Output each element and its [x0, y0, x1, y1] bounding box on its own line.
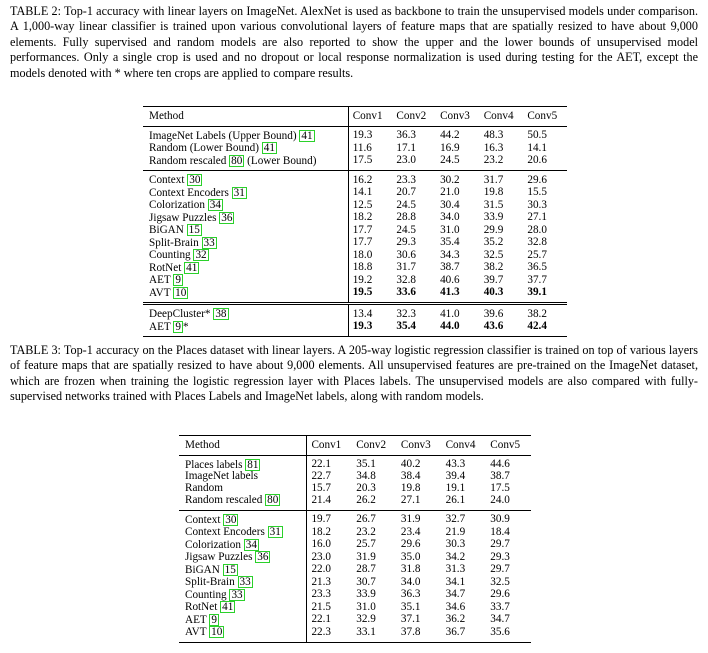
- citation-link[interactable]: 80: [267, 494, 279, 506]
- value-cell-conv3: 35.1: [400, 600, 421, 613]
- method-name: Context Encoders: [149, 186, 229, 199]
- table-row: [143, 187, 567, 200]
- method-name: Counting: [149, 249, 191, 261]
- value-cell-conv2: 31.0: [356, 600, 376, 613]
- value-cell-conv2: 36.3: [396, 129, 416, 141]
- method-name: ImageNet Labels (Upper Bound): [149, 129, 297, 142]
- table-row: [143, 224, 567, 237]
- table-row: [143, 155, 567, 171]
- value-cell-conv1: 21.3: [311, 575, 332, 588]
- citation-link[interactable]: 41: [301, 129, 313, 142]
- value-cell-conv4: 33.9: [483, 211, 504, 223]
- value-cell-conv3: 36.3: [400, 588, 421, 600]
- value-cell-conv5: 42.4: [527, 320, 547, 332]
- value-cell-conv4: 34.6: [445, 600, 466, 613]
- method-name: Random: [185, 481, 223, 494]
- method-cell: [179, 455, 307, 471]
- method-name: Random rescaled: [149, 154, 227, 167]
- value-cell-conv5: 34.7: [490, 613, 510, 625]
- table2-group-2: [143, 171, 567, 304]
- table3-header-conv5: Conv5: [486, 436, 531, 456]
- method-cell: [143, 187, 348, 200]
- value-cell-conv2: 20.3: [356, 481, 376, 494]
- table3-header-conv2: Conv2: [352, 436, 397, 456]
- value-cell-conv1: 21.5: [311, 600, 332, 613]
- method-name: Random (Lower Bound): [149, 142, 259, 154]
- method-name: Jigsaw Puzzles: [185, 551, 253, 563]
- value-cell-conv1: 14.1: [352, 186, 373, 198]
- value-cell-conv4: 43.3: [445, 458, 466, 470]
- value-cell-conv3: 37.1: [400, 613, 421, 625]
- value-cell-conv2: 23.3: [392, 171, 436, 187]
- table2-group-3: [143, 304, 567, 337]
- value-cell-conv4: 31.7: [480, 171, 524, 187]
- value-cell-conv5: 29.7: [490, 538, 510, 550]
- value-cell-conv3: 27.1: [400, 493, 421, 506]
- value-cell-conv5: 39.1: [527, 286, 547, 298]
- value-cell-conv4: 29.9: [483, 223, 504, 236]
- table-row: [179, 494, 531, 510]
- value-cell-conv5: 38.7: [490, 470, 510, 482]
- value-cell-conv5: 50.5: [527, 129, 547, 141]
- table-row: [179, 510, 531, 526]
- table2-caption: TABLE 2: Top-1 accuracy with linear layers on ImageNet. AlexNet is used as backbone to train the unsupervised models under comparison. A 1,000-way linear classifier is trained upon various convolutional layers of feature maps that are spatially resized to have about 9,000 elements. Fully supervised and random models are also reported to show the upper and the lower bounds of unsupervised model performances. Only a single crop is used and no dropout or local response normalization is used during testing for the AET, except the models denoted with * where ten crops are applied to compare results.: [10, 4, 698, 80]
- value-cell-conv2: 24.5: [396, 198, 416, 211]
- citation-link[interactable]: 33: [203, 236, 215, 249]
- value-cell-conv1: 11.6: [352, 141, 372, 154]
- citation-link[interactable]: 41: [263, 142, 275, 154]
- citation-link[interactable]: 30: [225, 513, 237, 526]
- table3-header-conv4: Conv4: [442, 436, 487, 456]
- method-cell: [179, 526, 307, 539]
- method-name: BiGAN: [185, 563, 220, 576]
- table2-header-conv2: Conv2: [392, 107, 436, 127]
- value-cell-conv1: 22.7: [311, 470, 332, 482]
- value-cell-conv2: 25.7: [356, 538, 376, 550]
- value-cell-conv3: 35.0: [400, 550, 421, 563]
- value-cell-conv1: 16.2: [348, 171, 392, 187]
- value-cell-conv4: 36.7: [445, 625, 466, 638]
- method-cell: [143, 262, 348, 275]
- value-cell-conv4: 34.7: [445, 588, 466, 600]
- value-cell-conv5: 25.7: [527, 248, 547, 261]
- table-row: [143, 237, 567, 250]
- table-row: [143, 321, 567, 337]
- value-cell-conv4: 31.5: [483, 198, 504, 211]
- value-cell-conv4: 35.2: [483, 236, 504, 248]
- value-cell-conv2: 24.5: [396, 223, 416, 236]
- table3-group-1: [179, 455, 531, 510]
- citation-link[interactable]: 80: [231, 154, 243, 167]
- value-cell-conv3: 16.9: [440, 141, 460, 154]
- method-cell: [143, 237, 348, 250]
- method-cell: [143, 274, 348, 287]
- table-row: [143, 287, 567, 304]
- value-cell-conv4: 32.7: [442, 510, 487, 526]
- method-cell: [143, 321, 348, 337]
- method-cell: [143, 304, 348, 321]
- method-name: Places labels: [185, 458, 243, 471]
- method-name: ImageNet labels: [185, 470, 258, 482]
- value-cell-conv5: 15.5: [527, 186, 547, 198]
- table-row: [179, 551, 531, 564]
- value-cell-conv3: 31.0: [440, 223, 460, 236]
- value-cell-conv3: 34.3: [440, 248, 460, 261]
- method-name: AVT: [149, 286, 171, 299]
- method-cell: [143, 142, 348, 155]
- method-name: BiGAN: [149, 224, 184, 236]
- citation-link[interactable]: 33: [239, 576, 251, 588]
- value-cell-conv4: 36.2: [445, 613, 466, 625]
- value-cell-conv1: 18.2: [352, 211, 373, 223]
- value-cell-conv4: 21.9: [445, 525, 466, 538]
- table3-group-2: [179, 510, 531, 642]
- method-name: DeepCluster*: [149, 308, 211, 320]
- method-cell: [143, 126, 348, 142]
- method-name: AET: [185, 613, 207, 626]
- table3-caption: TABLE 3: Top-1 accuracy on the Places dataset with linear layers. A 205-way logistic regression classifier is trained on top of various layers of feature maps that are spatially resized to have about 9,000 elements. All unsupervised features are pre-trained on the ImageNet dataset, which are frozen when training the logistic regression layer with Places labels. The unsupervised models are also compared with fully-supervised networks trained with Places Labels and ImageNet labels, along with random models.: [10, 343, 698, 404]
- value-cell-conv5: 32.5: [490, 575, 510, 588]
- citation-link[interactable]: 10: [211, 626, 223, 638]
- value-cell-conv5: 33.7: [490, 600, 510, 613]
- value-cell-conv4: 19.8: [483, 186, 504, 198]
- value-cell-conv4: 32.5: [483, 248, 504, 261]
- method-cell: [143, 199, 348, 212]
- value-cell-conv2: 31.9: [356, 550, 376, 563]
- value-cell-conv1: 17.5: [352, 154, 373, 166]
- value-cell-conv5: 14.1: [527, 141, 547, 154]
- table2-header-method: Method: [143, 107, 348, 127]
- value-cell-conv3: 38.7: [440, 261, 460, 273]
- value-cell-conv1: 16.0: [311, 538, 332, 550]
- value-cell-conv1: 18.2: [311, 525, 332, 538]
- method-cell: [143, 171, 348, 187]
- value-cell-conv5: 38.2: [523, 304, 567, 321]
- value-cell-conv5: 29.3: [490, 550, 510, 563]
- citation-link[interactable]: 81: [247, 458, 259, 471]
- table-row: [143, 304, 567, 321]
- value-cell-conv2: 31.7: [396, 261, 416, 273]
- value-cell-conv2: 32.8: [396, 273, 416, 286]
- method-suffix: *: [182, 320, 189, 333]
- value-cell-conv4: 39.6: [480, 304, 524, 321]
- value-cell-conv3: 24.5: [440, 154, 460, 166]
- value-cell-conv5: 30.9: [486, 510, 531, 526]
- value-cell-conv1: 22.1: [311, 458, 332, 470]
- method-name: AET: [149, 274, 171, 286]
- value-cell-conv3: 44.0: [440, 320, 460, 332]
- value-cell-conv1: 21.4: [311, 493, 332, 506]
- value-cell-conv2: 33.1: [356, 625, 376, 638]
- table-row: [143, 274, 567, 287]
- value-cell-conv3: 21.0: [440, 186, 460, 198]
- method-cell: [143, 212, 348, 225]
- table3: [179, 435, 531, 643]
- value-cell-conv4: 31.3: [445, 563, 466, 575]
- value-cell-conv1: 18.0: [352, 248, 373, 261]
- value-cell-conv5: 24.0: [490, 493, 510, 506]
- value-cell-conv1: 23.3: [311, 588, 332, 600]
- value-cell-conv1: 19.3: [352, 129, 373, 141]
- value-cell-conv3: 35.4: [440, 236, 460, 248]
- value-cell-conv3: 34.0: [400, 575, 421, 588]
- table-row: [179, 471, 531, 483]
- value-cell-conv1: 19.7: [307, 510, 352, 526]
- method-cell: [179, 483, 307, 495]
- method-name: Context: [149, 174, 185, 186]
- value-cell-conv2: 33.6: [396, 286, 416, 298]
- value-cell-conv2: 35.4: [396, 320, 416, 332]
- value-cell-conv5: 27.1: [527, 211, 547, 223]
- citation-link[interactable]: 34: [209, 199, 221, 211]
- method-cell: [143, 287, 348, 304]
- table2: [143, 106, 567, 337]
- value-cell-conv4: 30.3: [445, 538, 466, 550]
- value-cell-conv3: 31.8: [400, 563, 421, 575]
- method-cell: [143, 224, 348, 237]
- method-name: Counting: [185, 588, 227, 601]
- value-cell-conv4: 23.2: [483, 154, 504, 166]
- citation-link[interactable]: 41: [222, 601, 234, 613]
- table-row: [143, 142, 567, 155]
- method-name: Colorization: [185, 538, 241, 551]
- value-cell-conv1: 19.5: [352, 286, 373, 298]
- method-cell: [179, 601, 307, 614]
- value-cell-conv4: 34.2: [445, 550, 466, 563]
- method-name: AET: [149, 320, 171, 333]
- value-cell-conv3: 41.3: [440, 286, 460, 298]
- method-name: RotNet: [149, 261, 182, 274]
- value-cell-conv4: 39.4: [445, 470, 466, 482]
- value-cell-conv1: 13.4: [348, 304, 392, 321]
- value-cell-conv1: 23.0: [311, 550, 332, 563]
- method-cell: [179, 626, 307, 642]
- value-cell-conv5: 17.5: [490, 481, 510, 494]
- citation-link[interactable]: 36: [221, 211, 233, 224]
- citation-link[interactable]: 10: [175, 286, 187, 299]
- value-cell-conv4: 43.6: [483, 320, 504, 332]
- value-cell-conv1: 17.7: [352, 236, 373, 248]
- value-cell-conv3: 31.9: [397, 510, 442, 526]
- value-cell-conv4: 48.3: [483, 129, 504, 141]
- citation-link[interactable]: 31: [233, 186, 245, 199]
- value-cell-conv3: 19.8: [400, 481, 421, 494]
- value-cell-conv3: 30.4: [440, 198, 460, 211]
- value-cell-conv1: 17.7: [352, 223, 373, 236]
- value-cell-conv3: 38.4: [400, 470, 421, 482]
- value-cell-conv3: 40.2: [400, 458, 421, 470]
- value-cell-conv1: 22.0: [311, 563, 332, 575]
- value-cell-conv4: 19.1: [445, 481, 466, 494]
- value-cell-conv2: 34.8: [356, 470, 376, 482]
- table2-header-conv1: Conv1: [348, 107, 392, 127]
- value-cell-conv4: 16.3: [483, 141, 504, 154]
- value-cell-conv5: 36.5: [527, 261, 547, 273]
- value-cell-conv3: 34.0: [440, 211, 460, 223]
- citation-link[interactable]: 9: [175, 320, 181, 333]
- citation-link[interactable]: 41: [186, 261, 198, 274]
- citation-link[interactable]: 32: [195, 249, 207, 261]
- value-cell-conv3: 41.0: [436, 304, 480, 321]
- value-cell-conv2: 28.8: [396, 211, 416, 223]
- value-cell-conv5: 29.7: [490, 563, 510, 575]
- value-cell-conv2: 30.6: [396, 248, 416, 261]
- value-cell-conv5: 32.8: [527, 236, 547, 248]
- value-cell-conv3: 29.6: [400, 538, 421, 550]
- value-cell-conv1: 19.2: [352, 273, 373, 286]
- table3-header-method: Method: [179, 436, 307, 456]
- table-row: [179, 614, 531, 627]
- table-row: [143, 262, 567, 275]
- method-name: AVT: [185, 626, 207, 638]
- value-cell-conv5: 29.6: [490, 588, 510, 600]
- method-name: RotNet: [185, 601, 218, 613]
- citation-link[interactable]: 36: [257, 551, 269, 563]
- value-cell-conv5: 30.3: [527, 198, 547, 211]
- method-suffix: (Lower Bound): [247, 154, 317, 167]
- value-cell-conv4: 26.1: [445, 493, 466, 506]
- value-cell-conv1: 15.7: [311, 481, 332, 494]
- table-row: [179, 483, 531, 495]
- citation-link[interactable]: 38: [215, 308, 227, 320]
- citation-link[interactable]: 15: [188, 224, 200, 236]
- table3-header-conv3: Conv3: [397, 436, 442, 456]
- value-cell-conv1: 19.3: [352, 320, 373, 332]
- method-cell: [143, 155, 348, 171]
- value-cell-conv5: 18.4: [490, 525, 510, 538]
- value-cell-conv4: 38.2: [483, 261, 504, 273]
- table-row: [179, 526, 531, 539]
- value-cell-conv2: 33.9: [356, 588, 376, 600]
- table-row: [179, 564, 531, 577]
- value-cell-conv4: 40.3: [483, 286, 504, 298]
- value-cell-conv1: 12.5: [352, 198, 373, 211]
- method-cell: [179, 614, 307, 627]
- table-row: [143, 249, 567, 262]
- value-cell-conv2: 23.2: [356, 525, 376, 538]
- citation-link[interactable]: 9: [175, 274, 181, 286]
- method-cell: [179, 494, 307, 510]
- table-row: [179, 626, 531, 642]
- value-cell-conv2: 32.3: [392, 304, 436, 321]
- table2-header-conv4: Conv4: [480, 107, 524, 127]
- table2-header-conv3: Conv3: [436, 107, 480, 127]
- table-row: [143, 199, 567, 212]
- citation-link[interactable]: 33: [231, 588, 243, 601]
- value-cell-conv5: 20.6: [527, 154, 547, 166]
- method-name: Split-Brain: [149, 236, 199, 249]
- table-row: [179, 539, 531, 552]
- citation-link[interactable]: 34: [245, 538, 257, 551]
- value-cell-conv5: 28.0: [527, 223, 547, 236]
- citation-link[interactable]: 15: [224, 563, 236, 576]
- value-cell-conv2: 17.1: [396, 141, 416, 154]
- method-name: Context Encoders: [185, 526, 265, 538]
- value-cell-conv2: 29.3: [396, 236, 416, 248]
- value-cell-conv2: 23.0: [396, 154, 416, 166]
- method-name: Colorization: [149, 199, 205, 211]
- table-row: [179, 576, 531, 589]
- table3-header-row: [179, 436, 531, 456]
- table-row: [179, 601, 531, 614]
- citation-link[interactable]: 31: [269, 526, 281, 538]
- method-cell: [179, 551, 307, 564]
- table-row: [143, 171, 567, 187]
- table3-header-conv1: Conv1: [307, 436, 352, 456]
- value-cell-conv3: 30.2: [436, 171, 480, 187]
- value-cell-conv3: 40.6: [440, 273, 460, 286]
- value-cell-conv4: 34.1: [445, 575, 466, 588]
- value-cell-conv5: 44.6: [490, 458, 510, 470]
- method-name: Jigsaw Puzzles: [149, 211, 217, 224]
- method-cell: [179, 589, 307, 602]
- table2-header-conv5: Conv5: [523, 107, 567, 127]
- citation-link[interactable]: 9: [211, 613, 217, 626]
- table-row: [179, 589, 531, 602]
- value-cell-conv2: 32.9: [356, 613, 376, 625]
- method-cell: [179, 539, 307, 552]
- citation-link[interactable]: 30: [189, 174, 201, 186]
- value-cell-conv4: 39.7: [483, 273, 504, 286]
- table2-header-row: [143, 107, 567, 127]
- value-cell-conv3: 44.2: [440, 129, 460, 141]
- value-cell-conv3: 23.4: [400, 525, 421, 538]
- value-cell-conv2: 28.7: [356, 563, 376, 575]
- table2-group-1: [143, 126, 567, 171]
- table-row: [143, 212, 567, 225]
- value-cell-conv2: 30.7: [356, 575, 376, 588]
- value-cell-conv5: 37.7: [527, 273, 547, 286]
- value-cell-conv2: 20.7: [396, 186, 416, 198]
- method-name: Random rescaled: [185, 494, 263, 506]
- method-cell: [179, 576, 307, 589]
- table-row: [143, 126, 567, 142]
- value-cell-conv1: 18.8: [352, 261, 373, 273]
- value-cell-conv5: 35.6: [490, 625, 510, 638]
- table-row: [179, 455, 531, 471]
- value-cell-conv1: 22.3: [311, 625, 332, 638]
- value-cell-conv1: 22.1: [311, 613, 332, 625]
- method-cell: [179, 564, 307, 577]
- method-cell: [179, 510, 307, 526]
- value-cell-conv2: 26.2: [356, 493, 376, 506]
- method-name: Split-Brain: [185, 576, 235, 588]
- method-name: Context: [185, 513, 221, 526]
- value-cell-conv2: 35.1: [356, 458, 376, 470]
- method-cell: [143, 249, 348, 262]
- value-cell-conv5: 29.6: [523, 171, 567, 187]
- value-cell-conv3: 37.8: [400, 625, 421, 638]
- value-cell-conv2: 26.7: [352, 510, 397, 526]
